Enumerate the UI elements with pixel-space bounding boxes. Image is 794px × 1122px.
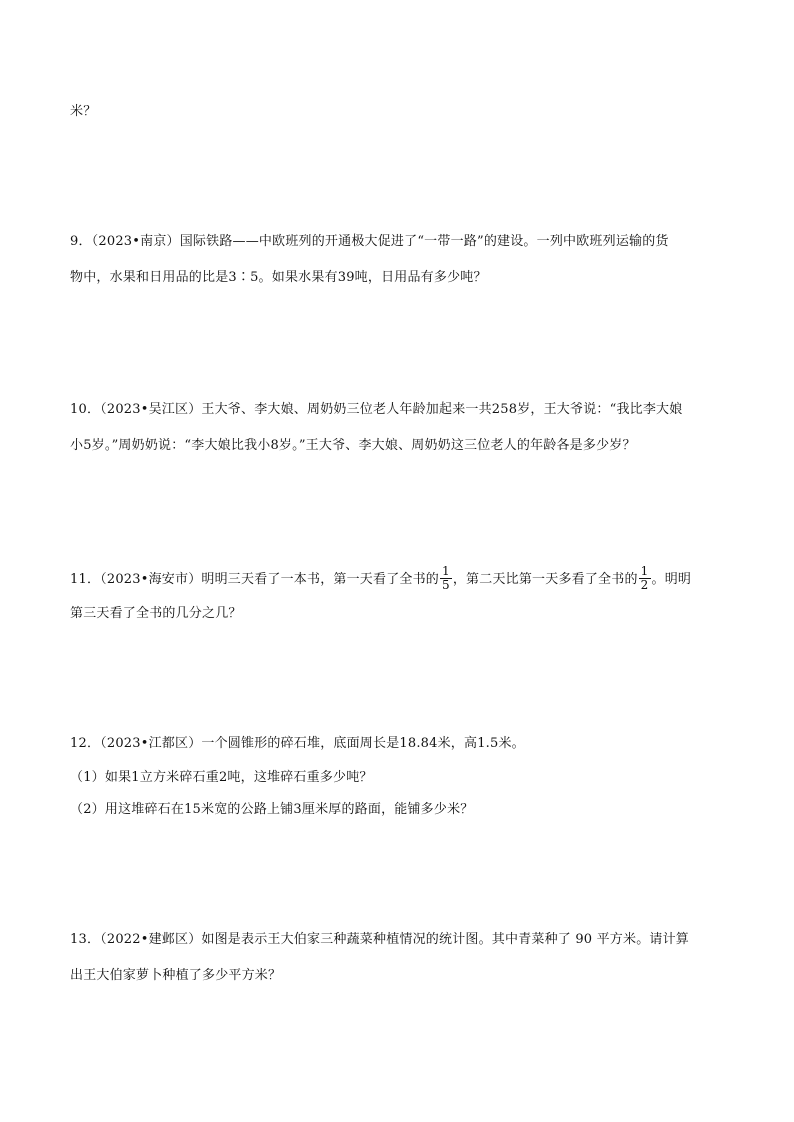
question-10-line-2: 小5岁。”周奶奶说：“李大娘比我小8岁。”王大爷、李大娘、周奶奶这三位老人的年龄各是多少岁？ bbox=[70, 438, 636, 453]
question-11-text-a: 11．（2023•海安市）明明三天看了一本书，第一天看了全书的 bbox=[70, 572, 439, 587]
question-9-line-1: 9．（2023•南京）国际铁路——中欧班列的开通极大促进了“一带一路”的建设。一列中欧班列运输的货 bbox=[70, 234, 669, 249]
fraction-one-fifth bbox=[440, 565, 452, 592]
fraction-one-half bbox=[639, 565, 651, 592]
question-9-line-2: 物中，水果和日用品的比是3∶5。如果水果有39吨，日用品有多少吨？ bbox=[70, 270, 487, 285]
question-12-sub-2: （2）用这堆碎石在15米宽的公路上铺3厘米厚的路面，能铺多少米？ bbox=[70, 802, 474, 817]
question-12-line-1: 12．（2023•江都区）一个圆锥形的碎石堆，底面周长是18.84米，高1.5米。 bbox=[70, 736, 525, 751]
question-10-line-1: 10．（2023•吴江区）王大爷、李大娘、周奶奶三位老人年龄加起来一共258岁，王大爷说：“我比李大娘 bbox=[70, 402, 683, 417]
question-11-text-c: 。明明 bbox=[651, 572, 692, 587]
fraction-numerator: 1 bbox=[442, 564, 450, 578]
question-11-line-2: 第三天看了全书的几分之几？ bbox=[70, 606, 242, 621]
fraction-numerator: 1 bbox=[640, 564, 649, 578]
question-11-text-b: ，第二天比第一天多看了全书的 bbox=[452, 572, 638, 587]
question-11-line-1 bbox=[70, 566, 724, 593]
continuation-text: 米？ bbox=[70, 104, 97, 119]
question-13-line-2: 出王大伯家萝卜种植了多少平方米？ bbox=[70, 968, 282, 983]
question-13-line-1: 13．（2022•建邺区）如图是表示王大伯家三种蔬菜种植情况的统计图。其中青菜种了 90 平方米。请计算 bbox=[70, 932, 690, 947]
question-12-sub-1: （1）如果1立方米碎石重2吨，这堆碎石重多少吨？ bbox=[70, 770, 373, 785]
fraction-denominator: 5 bbox=[442, 578, 450, 592]
fraction-denominator: 2 bbox=[640, 578, 649, 592]
